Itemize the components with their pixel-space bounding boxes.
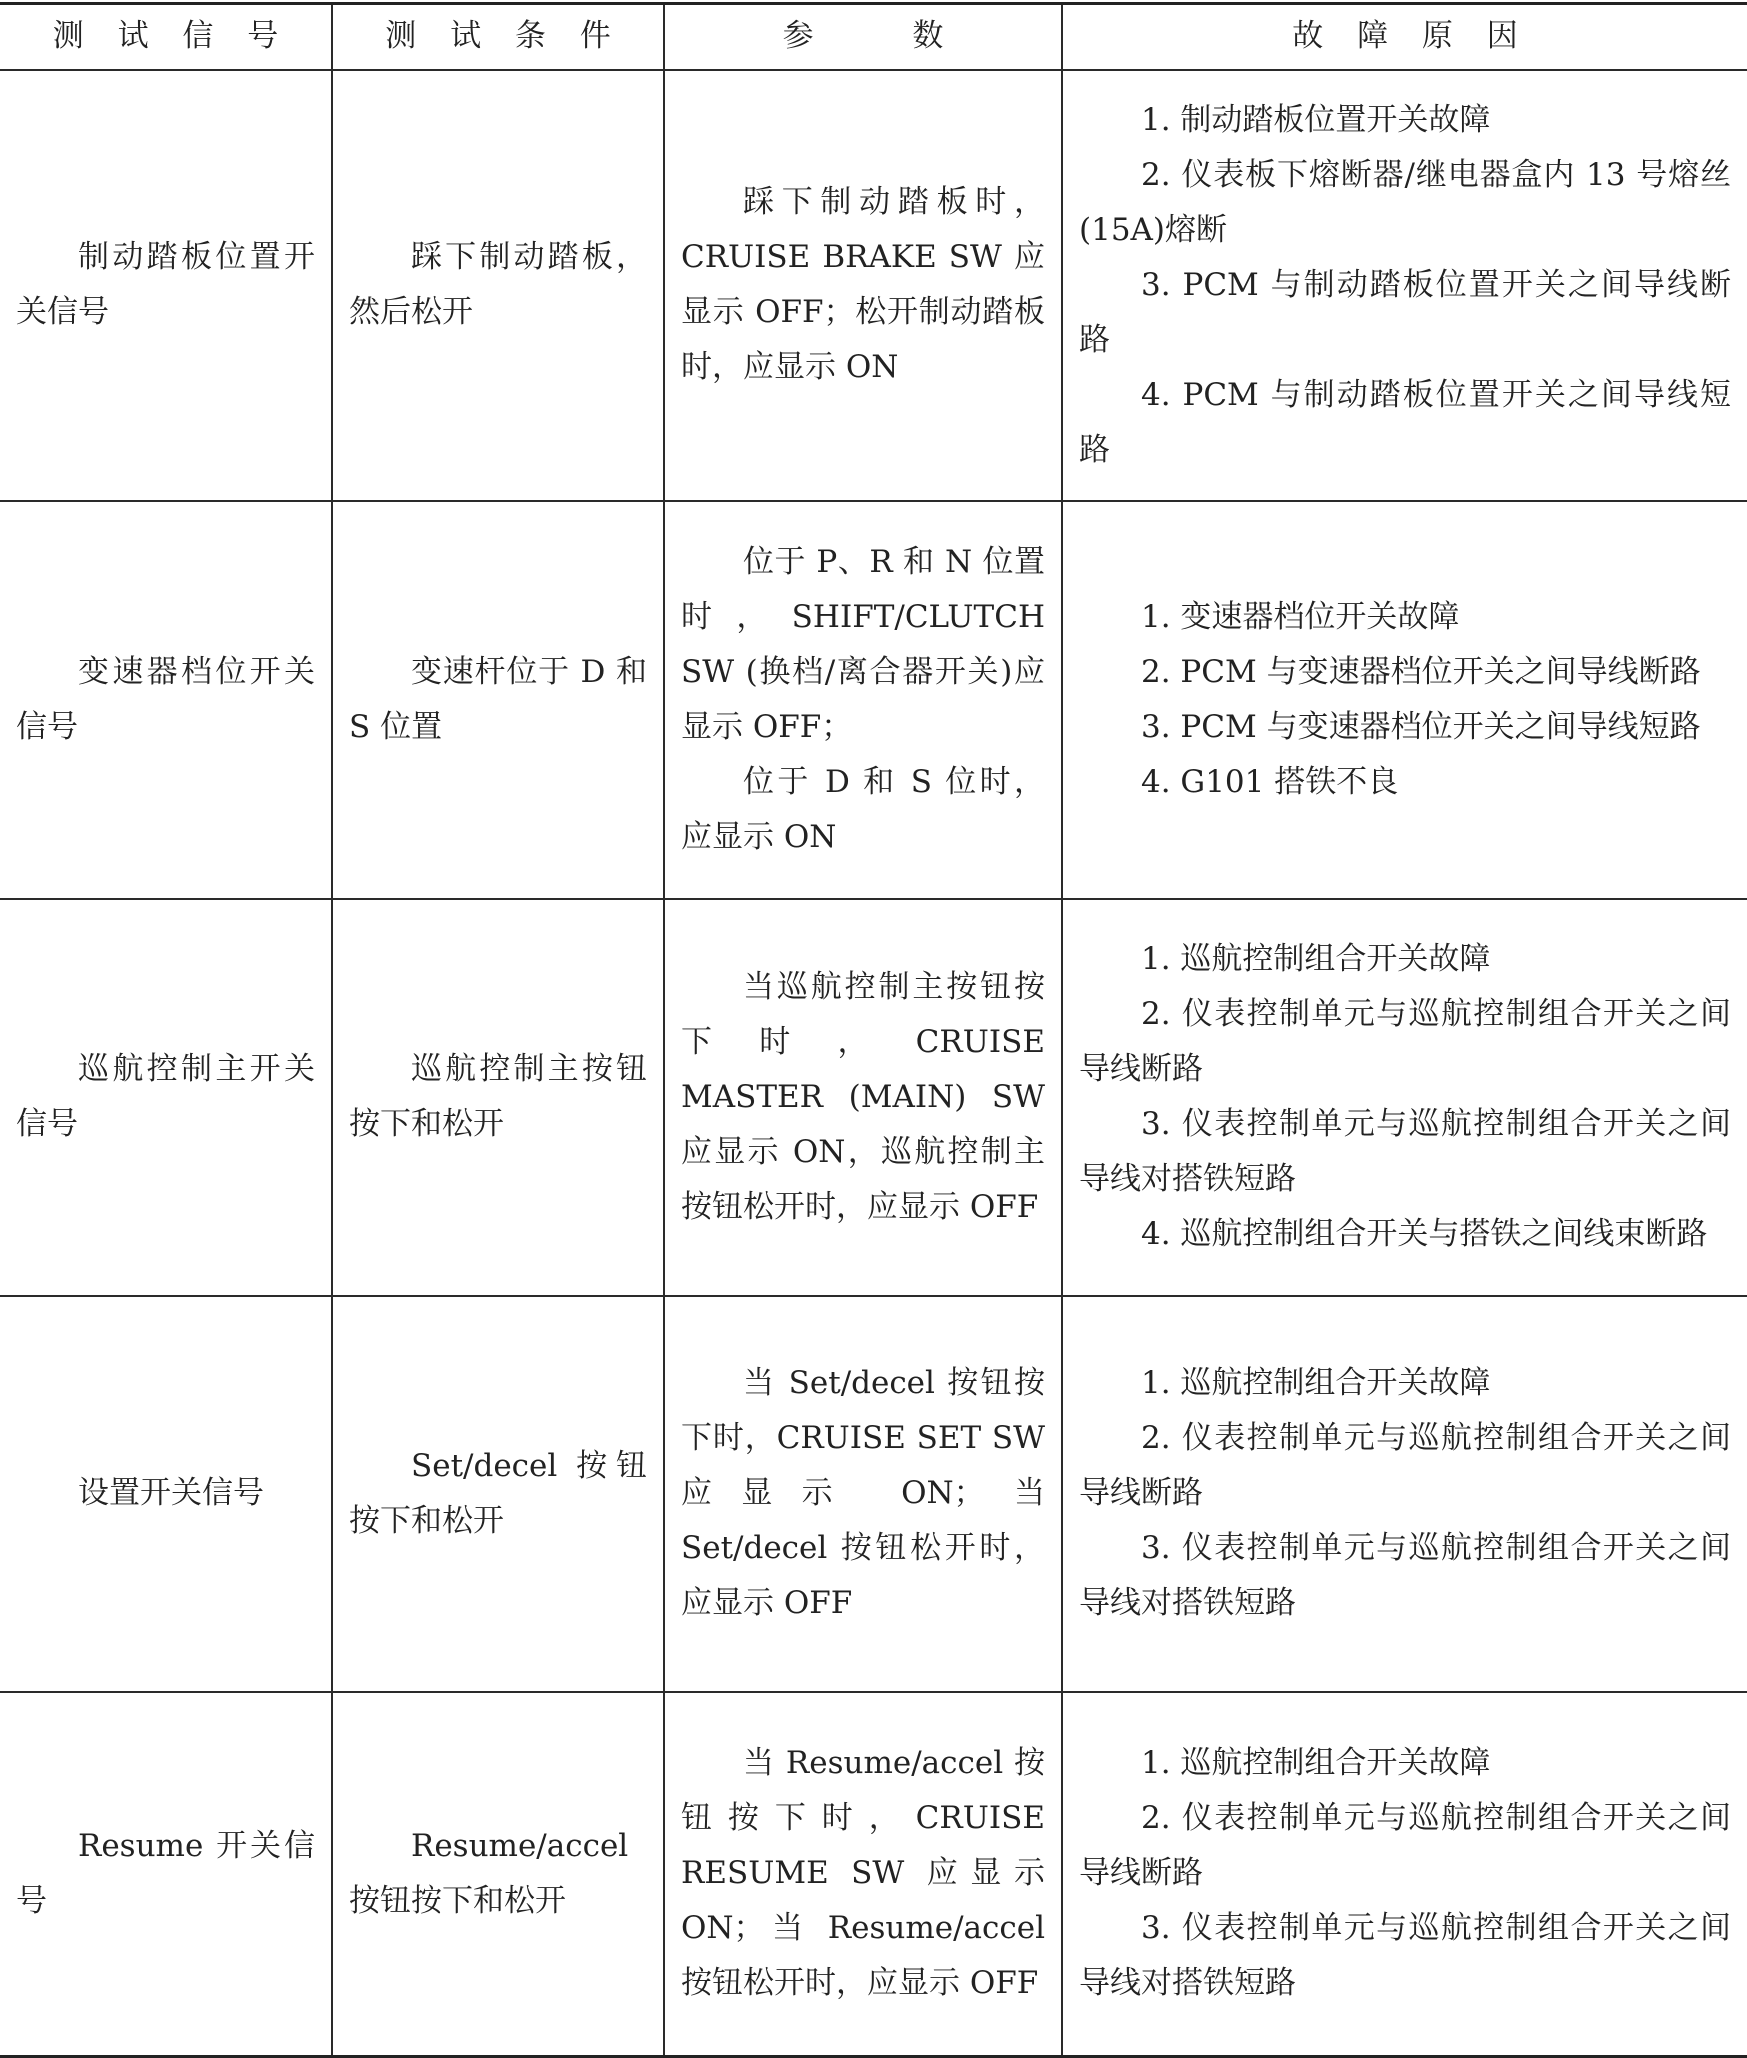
parameter-cell: 当巡航控制主按钮按下时，CRUISE MASTER (MAIN) SW 应显示 ON，巡航控制主按钮松开时，应显示 OFF xyxy=(664,899,1062,1296)
cause-item: 3. PCM 与变速器档位开关之间导线短路 xyxy=(1141,708,1701,745)
cause-item: 3. 仪表控制单元与巡航控制组合开关之间导线对搭铁短路 xyxy=(1079,1106,1731,1197)
cause-item: 3. 仪表控制单元与巡航控制组合开关之间导线对搭铁短路 xyxy=(1079,1910,1731,2002)
cause-cell xyxy=(1062,1692,1747,2057)
parameter-cell: 踩下制动踏板时，CRUISE BRAKE SW 应显示 OFF；松开制动踏板时，应显示 ON xyxy=(664,70,1062,501)
cause-item: 1. 巡航控制组合开关故障 xyxy=(1141,1745,1491,1782)
cause-item: 1. 巡航控制组合开关故障 xyxy=(1141,941,1491,977)
cause-item: 1. 变速器档位开关故障 xyxy=(1141,598,1460,635)
table-row xyxy=(0,899,1747,1296)
cause-item: 2. 仪表板下熔断器/继电器盒内 13 号熔丝(15A)熔断 xyxy=(1079,156,1731,248)
condition-cell: Set/decel 按钮按下和松开 xyxy=(332,1296,664,1692)
signal-cell: Resume 开关信号 xyxy=(0,1692,332,2057)
table-row xyxy=(0,501,1747,899)
cause-item: 4. PCM 与制动踏板位置开关之间导线短路 xyxy=(1079,376,1731,468)
signal-cell: 巡航控制主开关信号 xyxy=(0,899,332,1296)
cause-item: 4. G101 搭铁不良 xyxy=(1141,763,1399,800)
cause-item: 2. 仪表控制单元与巡航控制组合开关之间导线断路 xyxy=(1079,1800,1731,1892)
condition-cell: Resume/accel 按钮按下和松开 xyxy=(332,1692,664,2057)
cause-item: 3. PCM 与制动踏板位置开关之间导线断路 xyxy=(1079,266,1731,358)
table-row xyxy=(0,70,1747,501)
cause-item: 2. 仪表控制单元与巡航控制组合开关之间导线断路 xyxy=(1079,1420,1731,1511)
cause-cell xyxy=(1062,899,1747,1296)
condition-cell: 变速杆位于 D 和 S 位置 xyxy=(332,501,664,899)
parameter-cell: 当 Resume/accel 按钮按下时，CRUISE RESUME SW 应显示 ON；当 Resume/accel 按钮松开时，应显示 OFF xyxy=(664,1692,1062,2057)
parameter-cell: 当 Set/decel 按钮按下时，CRUISE SET SW 应显示 ON；当 Set/decel 按钮松开时，应显示 OFF xyxy=(664,1296,1062,1692)
header-parameter: 参 数 xyxy=(664,4,1062,70)
cause-cell xyxy=(1062,501,1747,899)
header-row xyxy=(0,4,1747,70)
cause-item: 2. PCM 与变速器档位开关之间导线断路 xyxy=(1141,653,1701,690)
condition-cell: 踩下制动踏板，然后松开 xyxy=(332,70,664,501)
cause-item: 1. 巡航控制组合开关故障 xyxy=(1141,1365,1491,1401)
signal-cell: 变速器档位开关信号 xyxy=(0,501,332,899)
signal-cell: 制动踏板位置开关信号 xyxy=(0,70,332,501)
header-test-condition: 测 试 条 件 xyxy=(332,4,664,70)
cause-cell xyxy=(1062,1296,1747,1692)
header-fault-cause: 故 障 原 因 xyxy=(1062,4,1747,70)
parameter-line: 位于 D 和 S 位时，应显示 ON xyxy=(681,763,1045,855)
diagnostic-table xyxy=(0,2,1747,2058)
parameter-line: 位于 P、R 和 N 位置时，SHIFT/CLUTCH SW (换档/离合器开关)应显示 OFF； xyxy=(681,543,1045,745)
signal-cell: 设置开关信号 xyxy=(0,1296,332,1692)
cause-item: 1. 制动踏板位置开关故障 xyxy=(1141,101,1491,138)
cause-cell xyxy=(1062,70,1747,501)
cause-item: 3. 仪表控制单元与巡航控制组合开关之间导线对搭铁短路 xyxy=(1079,1530,1731,1621)
header-test-signal: 测 试 信 号 xyxy=(0,4,332,70)
table-row xyxy=(0,1692,1747,2057)
parameter-cell xyxy=(664,501,1062,899)
condition-cell: 巡航控制主按钮按下和松开 xyxy=(332,899,664,1296)
cause-item: 4. 巡航控制组合开关与搭铁之间线束断路 xyxy=(1141,1216,1708,1252)
table-row xyxy=(0,1296,1747,1692)
cause-item: 2. 仪表控制单元与巡航控制组合开关之间导线断路 xyxy=(1079,996,1731,1087)
